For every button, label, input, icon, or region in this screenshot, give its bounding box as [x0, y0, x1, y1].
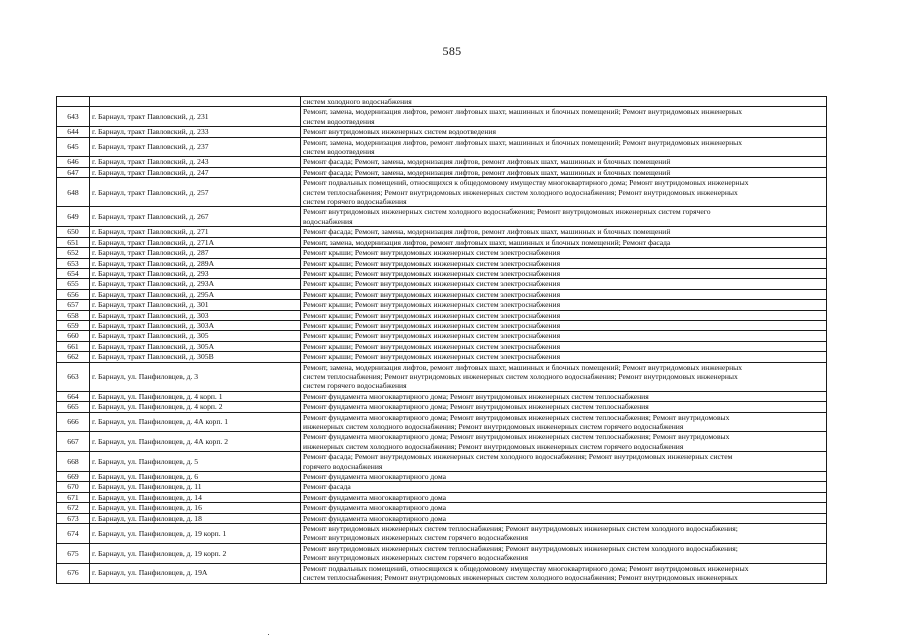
works-cell: Ремонт, замена, модернизация лифтов, ремонт лифтовых шахт, машинных и блочных помещений; Ремонт внутридомовых инженерных систем водоотведения — [301, 137, 827, 157]
address-cell: г. Барнаул, тракт Павловский, д. 267 — [90, 207, 301, 227]
table-row — [57, 543, 827, 563]
works-cell: Ремонт крыши; Ремонт внутридомовых инженерных систем электроснабжения — [301, 300, 827, 310]
row-number-cell: 676 — [57, 563, 90, 583]
row-number-cell: 672 — [57, 503, 90, 513]
works-cell: Ремонт, замена, модернизация лифтов, ремонт лифтовых шахт, машинных и блочных помещений; Ремонт внутридомовых инженерных систем теплоснабжения; Ремонт внутридомовых инженерных систем холодного водоснабжения; Ремонт внутридомовых инженерных систем горячего водоснабжения — [301, 362, 827, 391]
address-cell: г. Барнаул, тракт Павловский, д. 293 — [90, 268, 301, 278]
table-row — [57, 279, 827, 289]
address-cell — [90, 97, 301, 107]
works-cell: Ремонт крыши; Ремонт внутридомовых инженерных систем электроснабжения — [301, 352, 827, 362]
address-cell: г. Барнаул, ул. Панфиловцев, д. 19 корп. 1 — [90, 524, 301, 544]
row-number-cell: 656 — [57, 289, 90, 299]
table-row — [57, 391, 827, 401]
works-cell: Ремонт внутридомовых инженерных систем холодного водоснабжения; Ремонт внутридомовых инженерных систем горячего водоснабжения — [301, 207, 827, 227]
table-row — [57, 320, 827, 330]
table-row — [57, 237, 827, 247]
works-cell: Ремонт подвальных помещений, относящихся к общедомовому имуществу многоквартирного дома; Ремонт внутридомовых инженерных систем теплоснабжения; Ремонт внутридомовых инженерных систем холодного водоснабжения; Ремонт внутридомовых инженерных систем горячего водоснабжения — [301, 178, 827, 207]
row-number-cell: 675 — [57, 543, 90, 563]
table-row — [57, 362, 827, 391]
address-cell: г. Барнаул, ул. Панфиловцев, д. 4А корп. 2 — [90, 432, 301, 452]
works-cell: Ремонт крыши; Ремонт внутридомовых инженерных систем электроснабжения — [301, 248, 827, 258]
works-cell: Ремонт фасада; Ремонт внутридомовых инженерных систем холодного водоснабжения; Ремонт внутридомовых инженерных систем горячего водоснабжения — [301, 452, 827, 472]
address-cell: г. Барнаул, тракт Павловский, д. 303 — [90, 310, 301, 320]
works-cell: Ремонт крыши; Ремонт внутридомовых инженерных систем электроснабжения — [301, 279, 827, 289]
row-number-cell: 667 — [57, 432, 90, 452]
row-number-cell: 674 — [57, 524, 90, 544]
address-cell: г. Барнаул, тракт Павловский, д. 305 — [90, 331, 301, 341]
works-cell: Ремонт крыши; Ремонт внутридомовых инженерных систем электроснабжения — [301, 268, 827, 278]
table-row — [57, 563, 827, 583]
row-number-cell: 649 — [57, 207, 90, 227]
table-row — [57, 289, 827, 299]
row-number-cell: 662 — [57, 352, 90, 362]
row-number-cell: 673 — [57, 513, 90, 523]
works-cell: Ремонт фундамента многоквартирного дома — [301, 472, 827, 482]
address-cell: г. Барнаул, ул. Панфиловцев, д. 4 корп. 1 — [90, 391, 301, 401]
works-cell: Ремонт фасада; Ремонт, замена, модернизация лифтов, ремонт лифтовых шахт, машинных и блочных помещений — [301, 157, 827, 167]
row-number-cell: 658 — [57, 310, 90, 320]
table-row — [57, 178, 827, 207]
row-number-cell: 663 — [57, 362, 90, 391]
address-cell: г. Барнаул, тракт Павловский, д. 247 — [90, 167, 301, 177]
works-cell: Ремонт фундамента многоквартирного дома — [301, 503, 827, 513]
address-cell: г. Барнаул, тракт Павловский, д. 305В — [90, 352, 301, 362]
address-cell: г. Барнаул, ул. Панфиловцев, д. 3 — [90, 362, 301, 391]
address-cell: г. Барнаул, тракт Павловский, д. 305А — [90, 341, 301, 351]
address-cell: г. Барнаул, тракт Павловский, д. 257 — [90, 178, 301, 207]
works-cell: Ремонт внутридомовых инженерных систем теплоснабжения; Ремонт внутридомовых инженерных систем холодного водоснабжения; Ремонт внутридомовых инженерных систем горячего водоснабжения — [301, 543, 827, 563]
address-cell: г. Барнаул, тракт Павловский, д. 295А — [90, 289, 301, 299]
address-cell: г. Барнаул, тракт Павловский, д. 293А — [90, 279, 301, 289]
table-row — [57, 331, 827, 341]
row-number-cell: 647 — [57, 167, 90, 177]
table-row — [57, 472, 827, 482]
address-cell: г. Барнаул, ул. Панфиловцев, д. 18 — [90, 513, 301, 523]
table-row — [57, 310, 827, 320]
table-row — [57, 341, 827, 351]
address-cell: г. Барнаул, ул. Панфиловцев, д. 14 — [90, 492, 301, 502]
works-cell: Ремонт крыши; Ремонт внутридомовых инженерных систем электроснабжения — [301, 258, 827, 268]
table-row — [57, 227, 827, 237]
works-cell: Ремонт фасада — [301, 482, 827, 492]
row-number-cell: 650 — [57, 227, 90, 237]
table-row — [57, 402, 827, 412]
table-row — [57, 127, 827, 137]
address-cell: г. Барнаул, ул. Панфиловцев, д. 19А — [90, 563, 301, 583]
row-number-cell: 651 — [57, 237, 90, 247]
works-cell: Ремонт крыши; Ремонт внутридомовых инженерных систем электроснабжения — [301, 289, 827, 299]
table-row — [57, 513, 827, 523]
works-cell: Ремонт крыши; Ремонт внутридомовых инженерных систем электроснабжения — [301, 310, 827, 320]
table-row — [57, 97, 827, 107]
table-row — [57, 248, 827, 258]
table-row — [57, 524, 827, 544]
row-number-cell: 643 — [57, 107, 90, 127]
works-cell: Ремонт подвальных помещений, относящихся к общедомовому имуществу многоквартирного дома; Ремонт внутридомовых инженерных систем теплоснабжения; Ремонт внутридомовых инженерных систем холодного водоснабжения; Ремонт внутридомовых инженерных — [301, 563, 827, 583]
works-cell: Ремонт, замена, модернизация лифтов, ремонт лифтовых шахт, машинных и блочных помещений; Ремонт фасада — [301, 237, 827, 247]
row-number-cell: 648 — [57, 178, 90, 207]
works-cell: Ремонт фасада; Ремонт, замена, модернизация лифтов, ремонт лифтовых шахт, машинных и блочных помещений — [301, 167, 827, 177]
works-cell: Ремонт фундамента многоквартирного дома; Ремонт внутридомовых инженерных систем теплоснабжения; Ремонт внутридомовых инженерных систем холодного водоснабжения; Ремонт внутридомовых инженерных систем горячего водоснабжения — [301, 432, 827, 452]
table-row — [57, 167, 827, 177]
table-row — [57, 492, 827, 502]
row-number-cell: 671 — [57, 492, 90, 502]
address-cell: г. Барнаул, ул. Панфиловцев, д. 5 — [90, 452, 301, 472]
address-cell: г. Барнаул, тракт Павловский, д. 289А — [90, 258, 301, 268]
row-number-cell: 660 — [57, 331, 90, 341]
works-cell: Ремонт внутридомовых инженерных систем теплоснабжения; Ремонт внутридомовых инженерных систем холодного водоснабжения; Ремонт внутридомовых инженерных систем горячего водоснабжения — [301, 524, 827, 544]
row-number-cell — [57, 97, 90, 107]
works-cell: Ремонт фасада; Ремонт, замена, модернизация лифтов, ремонт лифтовых шахт, машинных и блочных помещений — [301, 227, 827, 237]
page-number: 585 — [442, 44, 462, 58]
table-row — [57, 432, 827, 452]
address-cell: г. Барнаул, ул. Панфиловцев, д. 4А корп. 1 — [90, 412, 301, 432]
row-number-cell: 668 — [57, 452, 90, 472]
address-cell: г. Барнаул, тракт Павловский, д. 287 — [90, 248, 301, 258]
address-cell: г. Барнаул, тракт Павловский, д. 231 — [90, 107, 301, 127]
table-row — [57, 107, 827, 127]
row-number-cell: 653 — [57, 258, 90, 268]
row-number-cell: 665 — [57, 402, 90, 412]
table-row — [57, 482, 827, 492]
table-row — [57, 258, 827, 268]
row-number-cell: 655 — [57, 279, 90, 289]
address-cell: г. Барнаул, тракт Павловский, д. 271 — [90, 227, 301, 237]
row-number-cell: 652 — [57, 248, 90, 258]
row-number-cell: 659 — [57, 320, 90, 330]
row-number-cell: 657 — [57, 300, 90, 310]
table-row — [57, 452, 827, 472]
table-row — [57, 207, 827, 227]
table-body — [57, 97, 827, 584]
works-cell: Ремонт крыши; Ремонт внутридомовых инженерных систем электроснабжения — [301, 320, 827, 330]
row-number-cell: 664 — [57, 391, 90, 401]
works-cell: Ремонт фундамента многоквартирного дома; Ремонт внутридомовых инженерных систем теплоснабжения; Ремонт внутридомовых инженерных систем холодного водоснабжения; Ремонт внутридомовых инженерных систем горячего водоснабжения — [301, 412, 827, 432]
row-number-cell: 654 — [57, 268, 90, 278]
works-cell: Ремонт внутридомовых инженерных систем водоотведения — [301, 127, 827, 137]
address-cell: г. Барнаул, тракт Павловский, д. 243 — [90, 157, 301, 167]
table-row — [57, 352, 827, 362]
row-number-cell: 669 — [57, 472, 90, 482]
table-row — [57, 412, 827, 432]
works-cell: Ремонт фундамента многоквартирного дома; Ремонт внутридомовых инженерных систем теплоснабжения — [301, 402, 827, 412]
address-cell: г. Барнаул, ул. Панфиловцев, д. 11 — [90, 482, 301, 492]
scan-speck — [268, 634, 269, 635]
table-row — [57, 268, 827, 278]
address-cell: г. Барнаул, ул. Панфиловцев, д. 6 — [90, 472, 301, 482]
address-cell: г. Барнаул, тракт Павловский, д. 271А — [90, 237, 301, 247]
address-cell: г. Барнаул, ул. Панфиловцев, д. 4 корп. 2 — [90, 402, 301, 412]
row-number-cell: 646 — [57, 157, 90, 167]
row-number-cell: 645 — [57, 137, 90, 157]
works-cell: Ремонт фундамента многоквартирного дома — [301, 513, 827, 523]
row-number-cell: 661 — [57, 341, 90, 351]
address-cell: г. Барнаул, тракт Павловский, д. 301 — [90, 300, 301, 310]
table-row — [57, 503, 827, 513]
works-cell: систем холодного водоснабжения — [301, 97, 827, 107]
address-cell: г. Барнаул, ул. Панфиловцев, д. 19 корп. 2 — [90, 543, 301, 563]
works-cell: Ремонт крыши; Ремонт внутридомовых инженерных систем электроснабжения — [301, 331, 827, 341]
works-cell: Ремонт крыши; Ремонт внутридомовых инженерных систем электроснабжения — [301, 341, 827, 351]
address-cell: г. Барнаул, тракт Павловский, д. 233 — [90, 127, 301, 137]
works-cell: Ремонт, замена, модернизация лифтов, ремонт лифтовых шахт, машинных и блочных помещений; Ремонт внутридомовых инженерных систем водоотведения — [301, 107, 827, 127]
address-cell: г. Барнаул, ул. Панфиловцев, д. 16 — [90, 503, 301, 513]
works-cell: Ремонт фундамента многоквартирного дома; Ремонт внутридомовых инженерных систем теплоснабжения — [301, 391, 827, 401]
table-row — [57, 157, 827, 167]
address-cell: г. Барнаул, тракт Павловский, д. 303А — [90, 320, 301, 330]
row-number-cell: 666 — [57, 412, 90, 432]
row-number-cell: 644 — [57, 127, 90, 137]
address-cell: г. Барнаул, тракт Павловский, д. 237 — [90, 137, 301, 157]
row-number-cell: 670 — [57, 482, 90, 492]
works-cell: Ремонт фундамента многоквартирного дома — [301, 492, 827, 502]
repair-works-table — [56, 96, 827, 584]
table-row — [57, 300, 827, 310]
table-row — [57, 137, 827, 157]
